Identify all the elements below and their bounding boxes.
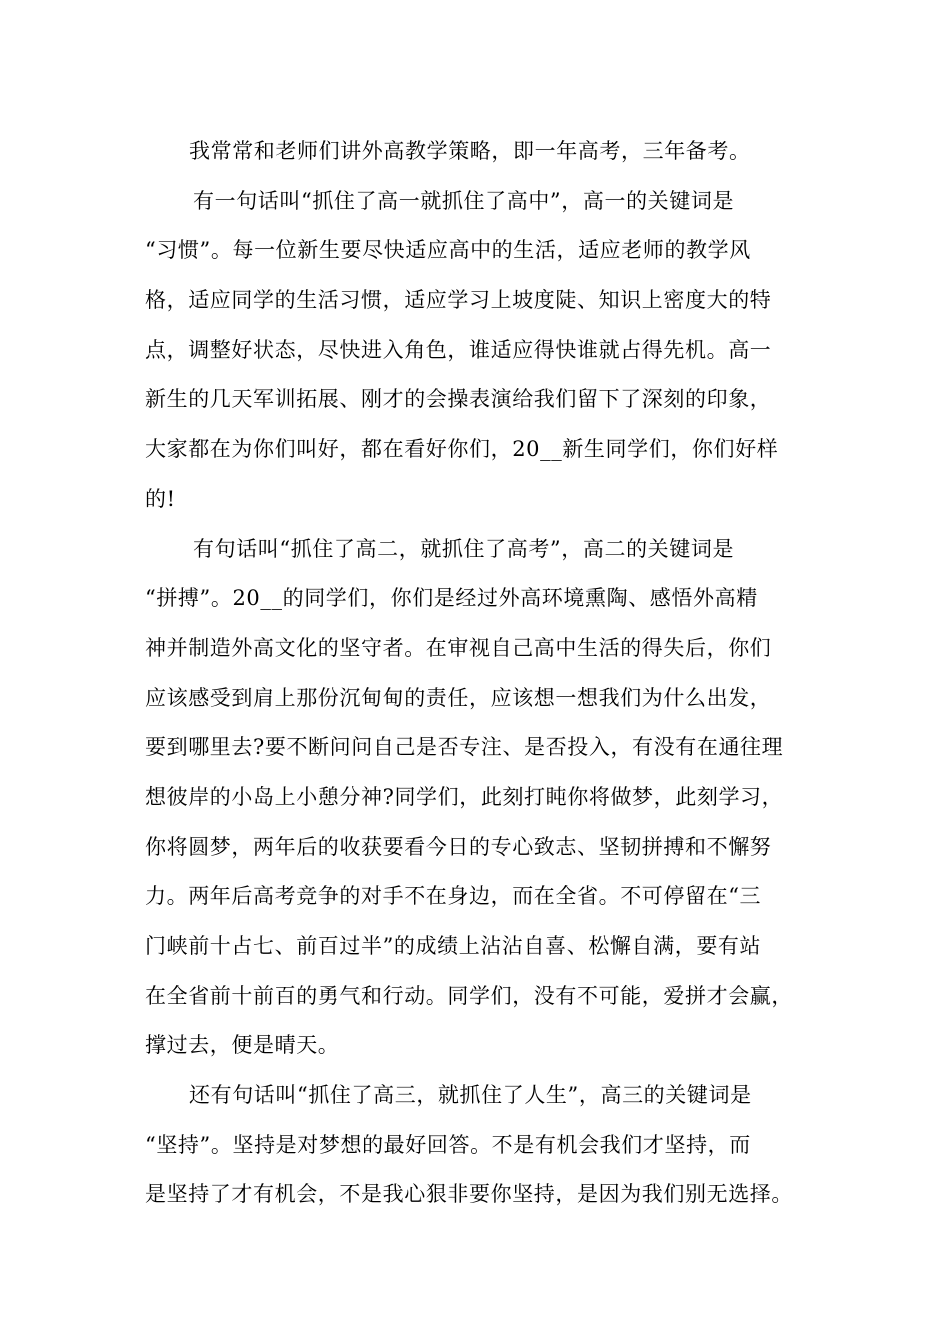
text-line: 大家都在为你们叫好，都在看好你们，20__新生同学们，你们好样 <box>145 437 779 462</box>
text-line: “习惯”。每一位新生要尽快适应高中的生活，适应老师的教学风 <box>145 238 751 263</box>
text-line: 你将圆梦，两年后的收获要看今日的专心致志、坚韧拼搏和不懈努 <box>145 834 772 859</box>
text-line: 是坚持了才有机会，不是我心狠非要你坚持，是因为我们别无选择。 <box>145 1182 793 1207</box>
text-line: 有句话叫“抓住了高二，就抓住了高考”，高二的关键词是 <box>193 536 735 561</box>
text-line: 在全省前十前百的勇气和行动。同学们，没有不可能，爱拼才会赢， <box>145 983 793 1008</box>
text-line: 的! <box>145 486 176 511</box>
text-line: “拼搏”。20__的同学们，你们是经过外高环境熏陶、感悟外高精 <box>145 586 758 611</box>
text-line: 格，适应同学的生活习惯，适应学习上坡度陡、知识上密度大的特 <box>145 288 772 313</box>
text-line: 新生的几天军训拓展、刚才的会操表演给我们留下了深刻的印象， <box>145 387 772 412</box>
text-line: 门峡前十占七、前百过半”的成绩上沾沾自喜、松懈自满，要有站 <box>145 934 762 958</box>
body-text <box>145 127 835 1220</box>
text-line: 有一句话叫“抓住了高一就抓住了高中”，高一的关键词是 <box>193 188 735 213</box>
text-line: 撑过去，便是晴天。 <box>145 1033 340 1058</box>
text-line: 应该感受到肩上那份沉甸甸的责任，应该想一想我们为什么出发， <box>145 685 772 710</box>
text-line: 我常常和老师们讲外高教学策略，即一年高考，三年备考。 <box>189 139 751 163</box>
text-line: 想彼岸的小岛上小憩分神?同学们，此刻打盹你将做梦，此刻学习， <box>145 784 784 809</box>
text-line: 点，调整好状态，尽快进入角色，谁适应得快谁就占得先机。高一 <box>145 337 772 362</box>
text-line: 力。两年后高考竞争的对手不在身边，而在全省。不可停留在“三 <box>145 884 762 909</box>
text-line: 还有句话叫“抓住了高三，就抓住了人生”，高三的关键词是 <box>189 1083 752 1108</box>
text-line: 要到哪里去?要不断问问自己是否专注、是否投入，有没有在通往理 <box>145 735 784 760</box>
text-line: 神并制造外高文化的坚守者。在审视自己高中生活的得失后，你们 <box>145 635 772 660</box>
text-line: “坚持”。坚持是对梦想的最好回答。不是有机会我们才坚持，而 <box>145 1132 751 1157</box>
